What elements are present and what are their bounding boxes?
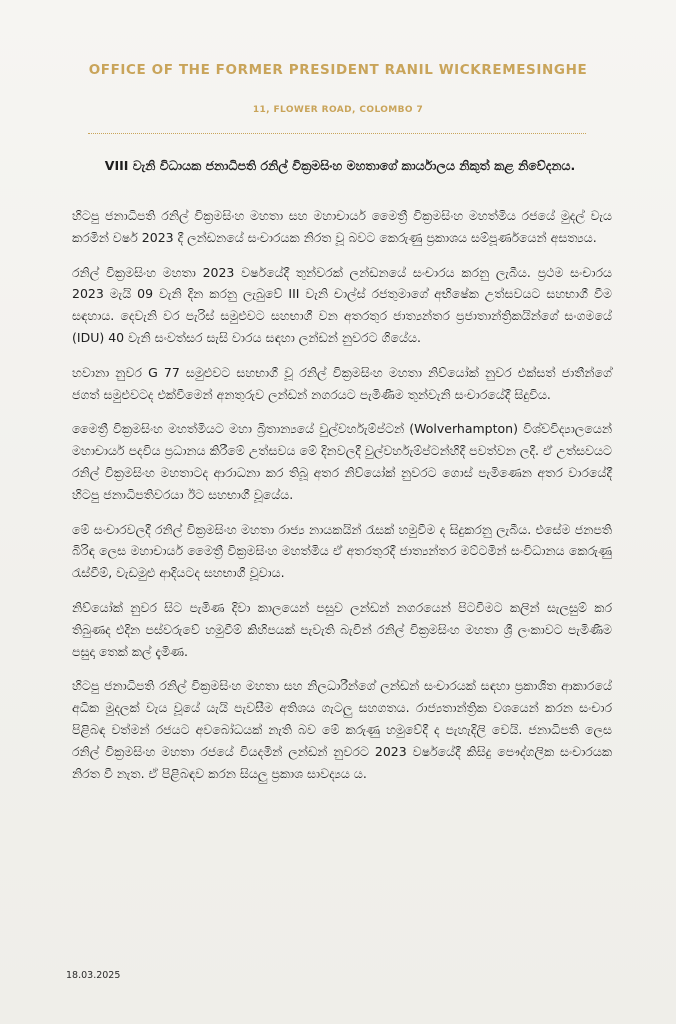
document-date: 18.03.2025 xyxy=(66,970,121,981)
paragraph-2: රනිල් වික්‍රමසිංහ මහතා 2023 වර්ෂයේදී තුන්වරක් ලන්ඩනයේ සංචාරය කරනු ලැබීය. ප්‍රථම සංචාරය 2023 මැයි 09 වැනි දින කරනු ලැබුවේ III වැනි චාල්ස් රජතුමාගේ අභිෂේක උත්සවයට සහභාගී වීම සඳහාය. දෙවැනි වර පැරිස් සමුළුවට සහභාගී වන අතරතුර ජාත්‍යන්තර ප්‍රජාතාන්ත්‍රිකයින්ගේ සංගමයේ (IDU) 40 වැනි සංවත්සර සැසි වාරය සඳහා ලන්ඩන් නුවරට ගියේය. xyxy=(72,264,612,345)
paragraph-1: හිටපු ජනාධිපති රනිල් වික්‍රමසිංහ මහතා සහ මහාචාර්ය මෛත්‍රී වික්‍රමසිංහ මහත්මිය රජයේ මුදල් වැය කරමින් වර්ෂ 2023 දී ලන්ඩනයේ සංචාරයක නිරත වූ බවට කෙරුණු ප්‍රකාශය සම්පූර්ණයෙන් අසත්‍යය. xyxy=(72,208,612,245)
paragraph-4: මෛත්‍රී වික්‍රමසිංහ මහත්මියට මහා බ්‍රිතාන්‍යයේ වුල්වර්හැම්ප්ටන් (Wolverhampton) විශ්වවිද්‍යාලයෙන් මහාචාර්ය පදවිය ප්‍රධානය කිරීමේ උත්සවය මේ දිනවලදී වුල්වර්හැම්ප්ටන්හිදී පවත්වන ලදී. ඒ උත්සවයට රනිල් වික්‍රමසිංහ මහතාටද ආරාධනා කර තිබූ අතර නිව්යෝක් නුවරට ගොස් පැමිණෙන අතර වාරයේදී හිටපු ජනාධිපතිවරයා ඊට සහභාගී වූයේය. xyxy=(72,421,612,502)
paragraph-7: හිටපු ජනාධිපති රනිල් වික්‍රමසිංහ මහතා සහ නිලධාරීන්ගේ ලන්ඩන් සංචාරයක් සඳහා ප්‍රකාශිත ආකාරයේ අධික මුදලක් වැය වූයේ යැයි පැවසීම අතිශය ගැටලු සහගතය. රාජ්‍යතාන්ත්‍රික වශයෙන් කරන සංචාර පිළිබඳ වත්මන් රජයට අවබෝධයක් නැති බව මේ කරුණු හමුවේදී ද පැහැදිලි වෙයි. ජනාධිපති ලෙස රනිල් වික්‍රමසිංහ මහතා රජයේ වියදමින් ලන්ඩන් නුවරට 2023 වර්ෂයේදී කිසිදු පෞද්ගලික සංචාරයක නිරත වී නැත. ඒ පිළිබඳව කරන සියලු ප්‍රකාශ සාවද්‍යය ය. xyxy=(72,678,612,781)
paragraph-6: නිව්යෝක් නුවර සිට පැමිණ දිවා කාලයෙන් පසුව ලන්ඩන් නගරයෙන් පිටවීමට කලින් සැලසුම් කර තිබුණද එදින පස්වරුවේ හමුවීම් කිහිපයක් පැවැති බැවින් රනිල් වික්‍රමසිංහ මහතා ශ්‍රී ලංකාවට පැමිණීම පසුදා තෙක් කල් දැමිණ. xyxy=(72,599,612,659)
statement-body xyxy=(72,205,612,797)
letterhead-divider xyxy=(88,133,586,134)
letterhead-address: 11, FLOWER ROAD, COLOMBO 7 xyxy=(252,105,424,115)
paragraph-5: මේ සංචාරවලදී රනිල් වික්‍රමසිංහ මහතා රාජ්‍ය නායකයින් රැසක් හමුවීම ද සිදුකරනු ලැබීය. එසේම ජනපති බිරිඳ ලෙස මහාචාර්ය මෛත්‍රී වික්‍රමසිංහ මහත්මිය ඒ අතරතුරදී ජාත්‍යන්තර මට්ටමින් සංවිධානය කෙරුණු රැස්වීම්, වැඩමුළු ආදියටද සහභාගී වූවාය. xyxy=(72,521,612,581)
letterhead-title: OFFICE OF THE FORMER PRESIDENT RANIL WICKREMESINGHE xyxy=(88,62,588,78)
paragraph-3: හවානා නුවර G 77 සමුළුවට සහභාගී වූ රනිල් වික්‍රමසිංහ මහතා නිව්යෝක් නුවර එක්සත් ජාතීන්ගේ ජගත් සමුළුවටද එක්වීමෙන් අනතුරුව ලන්ඩන් නගරයට පැමිණීම තුන්වැනි සංචාරයේදී සිදුවිය. xyxy=(72,364,612,402)
statement-heading: VIII වැනි විධායක ජනාධිපති රනිල් වික්‍රමසිංහ මහතාගේ කාර්යාලය නිකුත් කළ නිවේදනය. xyxy=(104,158,576,173)
